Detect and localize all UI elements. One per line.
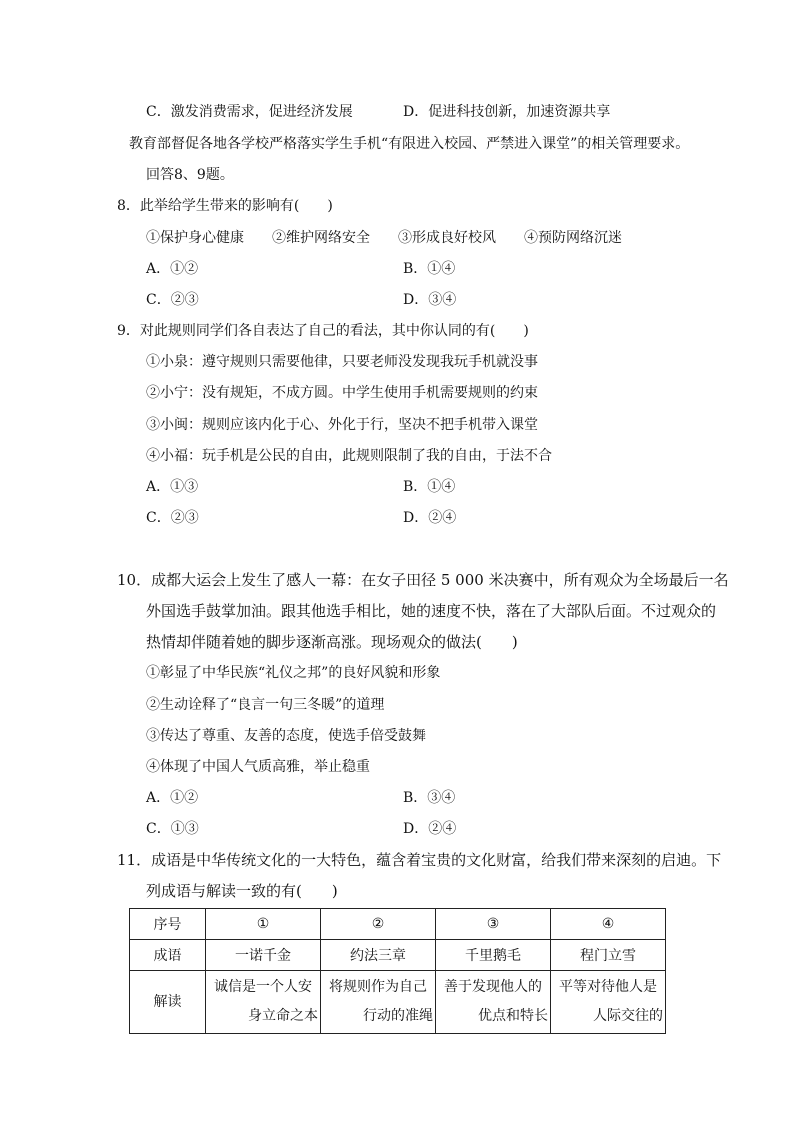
q9-stem: 9．对此规则同学们各自表达了自己的看法，其中你认同的有( ) bbox=[117, 323, 529, 339]
q10-option-c: C．①③ bbox=[146, 821, 199, 837]
q10-statement-1-visible: ①彰显了中华民族“礼仪之邦”的良好风貌和形象 bbox=[146, 665, 441, 681]
idiom-cell: 千里鹅毛 bbox=[436, 940, 551, 971]
table-row-idiom bbox=[130, 940, 666, 971]
table-header-row bbox=[130, 909, 666, 940]
header-cell: ③ bbox=[436, 909, 551, 940]
q10-statement-2: ②生动诠释了“良言一句三冬暖”的道理 bbox=[146, 697, 385, 713]
q9-option-a: A．①③ bbox=[146, 479, 199, 495]
idiom-cell: 程门立雪 bbox=[551, 940, 666, 971]
q9-statement-4: ④小福：玩手机是公民的自由，此规则限制了我的自由，于法不合 bbox=[146, 448, 552, 464]
q8-option-c: C．②③ bbox=[146, 292, 199, 308]
q10-option-d: D．②④ bbox=[403, 821, 457, 837]
q9-statement-2: ②小宁：没有规矩，不成方圆。中学生使用手机需要规则的约束 bbox=[146, 385, 538, 401]
q9-option-c: C．②③ bbox=[146, 510, 199, 526]
reading-cell bbox=[321, 971, 436, 1034]
passage-line-1: 教育部督促各地各学校严格落实学生手机“有限进入校园、严禁进入课堂”的相关管理要求。 bbox=[129, 136, 690, 152]
idiom-table-visible bbox=[129, 908, 666, 1034]
q9-statement-1: ①小泉：遵守规则只需要他律，只要老师没发现我玩手机就没事 bbox=[146, 354, 538, 370]
reading-cell bbox=[206, 971, 321, 1034]
q11-stem-line-1: 11．成语是中华传统文化的一大特色，蕴含着宝贵的文化财富，给我们带来深刻的启迪。下 bbox=[117, 851, 722, 869]
q8-statements: ①保护身心健康 ②维护网络安全 ③形成良好校风 ④预防网络沉迷 bbox=[146, 230, 622, 246]
q9-option-b: B．①④ bbox=[403, 479, 456, 495]
reading-line: 平等对待他人是 bbox=[559, 979, 657, 995]
reading-line: 人际交往的 bbox=[593, 1008, 663, 1024]
q8-option-d: D．③④ bbox=[403, 292, 457, 308]
q8-option-b: B．①④ bbox=[403, 261, 456, 277]
table-row-reading bbox=[130, 971, 666, 1034]
q8-option-a: A．①② bbox=[146, 261, 199, 277]
q8-stem: 8．此举给学生带来的影响有( ) bbox=[117, 198, 333, 214]
header-cell: 序号 bbox=[130, 909, 206, 940]
idiom-cell: 约法三章 bbox=[321, 940, 436, 971]
q9-option-d: D．②④ bbox=[403, 510, 457, 526]
reading-line: 行动的准绳 bbox=[363, 1008, 433, 1024]
q10-option-a: A．①② bbox=[146, 790, 199, 806]
q10-stem-line-3: 热情却伴随着她的脚步逐渐高涨。现场观众的做法( ) bbox=[146, 633, 518, 651]
q10-statement-3: ③传达了尊重、友善的态度，使选手倍受鼓舞 bbox=[146, 728, 426, 744]
header-cell: ① bbox=[206, 909, 321, 940]
passage-line-2: 回答8、9题。 bbox=[146, 167, 234, 183]
reading-cell bbox=[436, 971, 551, 1034]
reading-line: 优点和特长 bbox=[478, 1008, 548, 1024]
q10-statement-4: ④体现了中国人气质高雅，举止稳重 bbox=[146, 759, 370, 775]
reading-cell bbox=[551, 971, 666, 1034]
row-label: 成语 bbox=[130, 940, 206, 971]
reading-line: 身立命之本 bbox=[248, 1008, 318, 1024]
q7-option-c: C．激发消费需求，促进经济发展 bbox=[146, 104, 353, 120]
header-cell: ② bbox=[321, 909, 436, 940]
q7-option-d: D．促进科技创新，加速资源共享 bbox=[403, 104, 611, 120]
q10-stem-line-2: 外国选手鼓掌加油。跟其他选手相比，她的速度不快，落在了大部队后面。不过观众的 bbox=[146, 602, 717, 620]
reading-line: 善于发现他人的 bbox=[444, 979, 542, 995]
header-cell: ④ bbox=[551, 909, 666, 940]
idiom-cell: 一诺千金 bbox=[206, 940, 321, 971]
q9-statement-3: ③小闽：规则应该内化于心、外化于行，坚决不把手机带入课堂 bbox=[146, 417, 538, 433]
reading-line: 将规则作为自己 bbox=[329, 979, 427, 995]
q11-stem-line-2: 列成语与解读一致的有( ) bbox=[146, 882, 338, 900]
row-label: 解读 bbox=[130, 971, 206, 1034]
reading-line: 诚信是一个人安 bbox=[214, 979, 312, 995]
q10-option-b: B．③④ bbox=[403, 790, 456, 806]
q10-stem-line-1: 10．成都大运会上发生了感人一幕：在女子田径 5 000 米决赛中，所有观众为全场最后一名 bbox=[117, 571, 729, 589]
